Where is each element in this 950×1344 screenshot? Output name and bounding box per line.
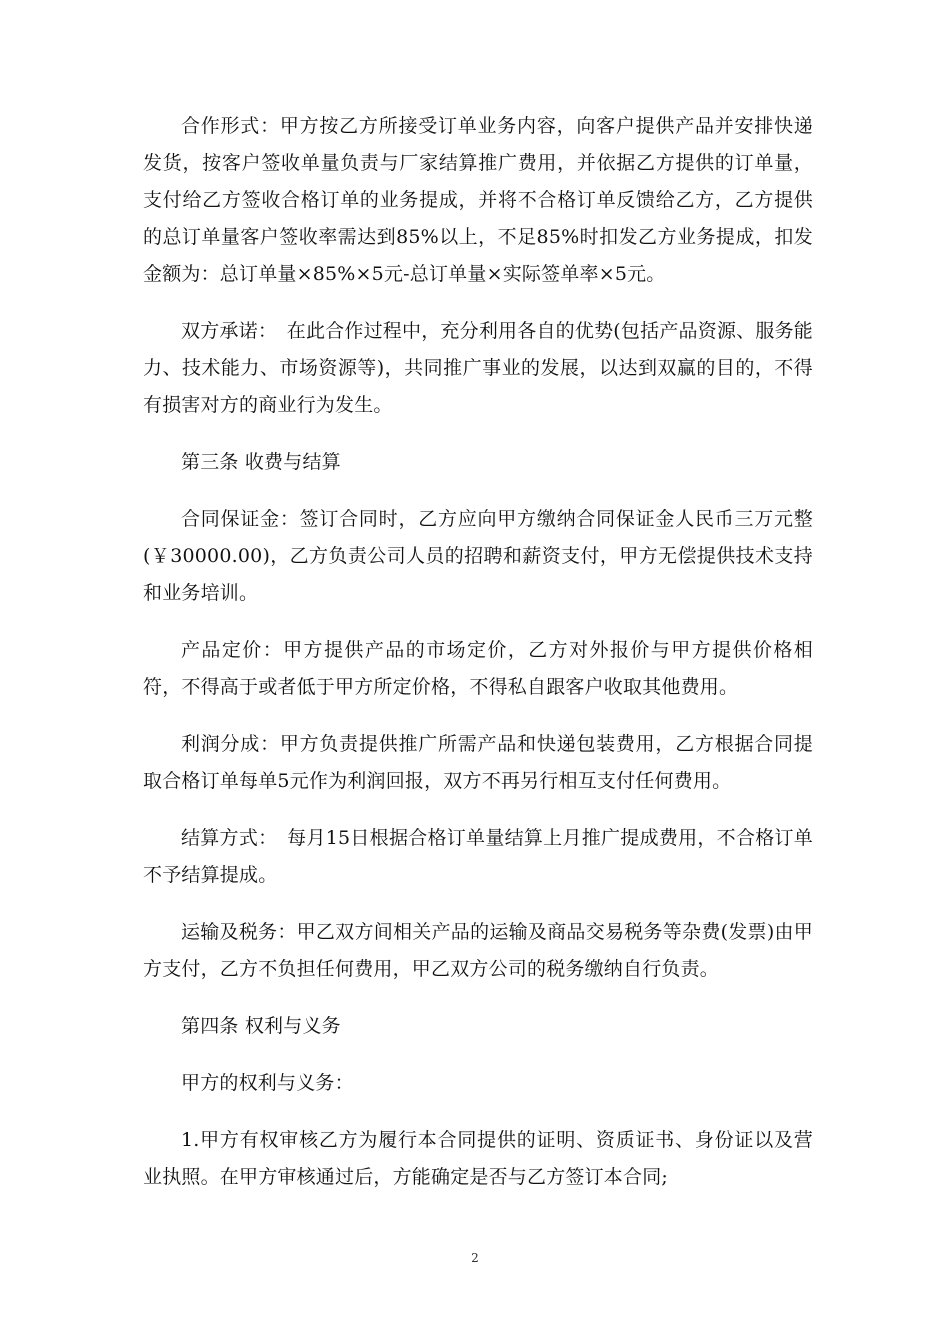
page-number: 2 — [471, 1251, 479, 1265]
paragraph-product-pricing: 产品定价：甲方提供产品的市场定价，乙方对外报价与甲方提供价格相符，不得高于或者低于甲方所定价格，不得私自跟客户收取其他费用。 — [143, 639, 813, 698]
subheading-party-a-rights: 甲方的权利与义务： — [181, 1072, 354, 1094]
section-heading-fees-settlement: 第三条 收费与结算 — [181, 451, 341, 473]
paragraph-party-a-right-1: 1.甲方有权审核乙方为履行本合同提供的证明、资质证书、身份证以及营业执照。在甲方审核通过后，方能确定是否与乙方签订本合同; — [143, 1129, 813, 1188]
paragraph-cooperation-form: 合作形式：甲方按乙方所接受订单业务内容，向客户提供产品并安排快递发货，按客户签收单量负责与厂家结算推广费用，并依据乙方提供的订单量，支付给乙方签收合格订单的业务提成，并将不合格订单反馈给乙方，乙方提供的总订单量客户签收率需达到85%以上，不足85%时扣发乙方业务提成，扣发金额为：总订单量×85%×5元-总订单量×实际签单率×5元。 — [143, 115, 813, 285]
section-heading-rights-obligations: 第四条 权利与义务 — [181, 1015, 341, 1037]
paragraph-contract-deposit: 合同保证金：签订合同时，乙方应向甲方缴纳合同保证金人民币三万元整(￥30000.00)，乙方负责公司人员的招聘和薪资支付，甲方无偿提供技术支持和业务培训。 — [143, 508, 813, 604]
paragraph-settlement-method: 结算方式： 每月15日根据合格订单量结算上月推广提成费用，不合格订单不予结算提成。 — [143, 827, 813, 886]
paragraph-transport-tax: 运输及税务：甲乙双方间相关产品的运输及商品交易税务等杂费(发票)由甲方支付，乙方不负担任何费用，甲乙双方公司的税务缴纳自行负责。 — [143, 921, 813, 980]
paragraph-profit-sharing: 利润分成：甲方负责提供推广所需产品和快递包装费用，乙方根据合同提取合格订单每单5元作为利润回报，双方不再另行相互支付任何费用。 — [143, 733, 813, 792]
document-body — [143, 108, 813, 1196]
paragraph-mutual-commitment: 双方承诺： 在此合作过程中，充分利用各自的优势(包括产品资源、服务能力、技术能力、市场资源等)，共同推广事业的发展，以达到双赢的目的，不得有损害对方的商业行为发生。 — [143, 320, 813, 416]
